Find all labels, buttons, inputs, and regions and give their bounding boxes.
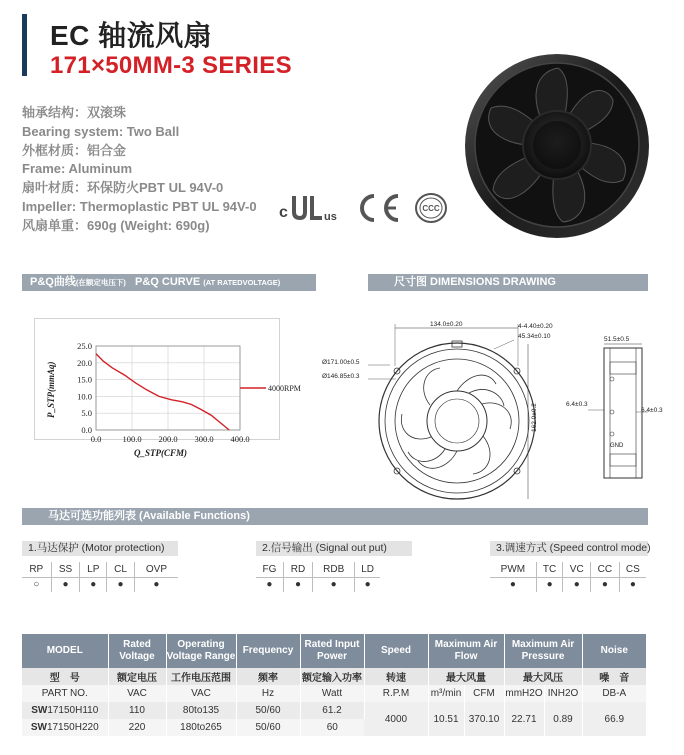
ul-mark-icon <box>279 196 337 223</box>
model-cell <box>22 719 108 736</box>
cn-model: 型 号 <box>22 668 108 685</box>
function-group-motor-protection: 1.马达保护 (Motor protection) <box>22 541 178 556</box>
cn-input-power: 额定输入功率 <box>300 668 364 685</box>
ccc-text: CCC <box>422 204 440 213</box>
cn-operating-range: 工作电压范围 <box>166 668 236 685</box>
fn-val-ld: ● <box>364 579 371 591</box>
pq-chart <box>34 318 301 468</box>
front-view <box>322 321 553 499</box>
th-noise: Noise <box>582 634 646 668</box>
th-speed: Speed <box>364 634 428 668</box>
x-tick-label: 200.0 <box>158 434 178 444</box>
rated-voltage-cell: 110 <box>108 702 166 719</box>
th-rated-voltage: Rated Voltage <box>108 634 166 668</box>
model-cell <box>22 702 108 719</box>
power-cell: 61.2 <box>300 702 364 719</box>
legend-label-4000rpm: 4000RPM <box>268 384 301 393</box>
pressure-inh2o-cell: 0.89 <box>544 702 582 736</box>
model-prefix: SW <box>31 705 48 716</box>
y-tick-label: 10.0 <box>77 391 92 402</box>
range-cell: 180to265 <box>166 719 236 736</box>
cn-rated-voltage: 额定电压 <box>108 668 166 685</box>
fn-val-lp: ● <box>80 577 107 592</box>
th-air-pressure: Maximum Air Pressure <box>504 634 582 668</box>
pressure-mmh2o-cell: 22.71 <box>504 702 544 736</box>
spec-table <box>22 634 646 736</box>
fn-col-rdb: RDB <box>313 562 355 577</box>
fn-val-tc: ● <box>536 577 563 592</box>
fn-col-vc: VC <box>563 562 591 577</box>
function-table-speed-control <box>490 562 646 592</box>
unit-hz: Hz <box>236 685 300 702</box>
spec-bearing-en: Bearing system: Two Ball <box>22 123 180 139</box>
fn-col-tc: TC <box>536 562 563 577</box>
y-tick-label: 0.0 <box>81 425 92 435</box>
speed-cell: 4000 <box>364 702 428 736</box>
model-number: 17150H110 <box>47 705 99 716</box>
airflow-cfm-cell: 370.10 <box>464 702 504 736</box>
ce-mark-icon <box>362 196 398 220</box>
fn-val-vc: ● <box>563 577 591 592</box>
function-table-motor-protection <box>22 562 178 592</box>
fn-val-rd: ● <box>283 577 312 592</box>
unit-vac: VAC <box>108 685 166 702</box>
th-air-flow: Maximum Air Flow <box>428 634 504 668</box>
page-title: EC 轴流风扇 <box>50 20 213 51</box>
cn-air-flow: 最大风量 <box>428 668 504 685</box>
x-tick-label: 400.0 <box>230 434 250 444</box>
spec-list <box>22 104 257 236</box>
pq-title-en-note: (AT RATEDVOLTAGE) <box>203 278 281 287</box>
y-axis-label: P_STP(mmAq) <box>46 361 56 418</box>
dimensions-title: 尺寸图 DIMENSIONS DRAWING <box>394 276 556 288</box>
ccc-mark-icon <box>416 194 446 222</box>
model-prefix: SW <box>30 722 47 733</box>
dim-hole-spacing: 134.0±0.20 <box>430 321 463 328</box>
y-tick-label: 20.0 <box>77 357 92 368</box>
dim-outer-diameter: Ø171.00±0.5 <box>322 359 360 366</box>
fn-col-rd: RD <box>283 562 312 577</box>
gnd-label: GND <box>610 443 624 449</box>
title-accent-bar <box>22 14 27 76</box>
fn-val-pwm: ● <box>490 577 536 592</box>
dim-mount-holes: 4-4.40±0.20 <box>518 323 553 330</box>
functions-title: 马达可选功能列表 (Available Functions) <box>48 510 250 522</box>
section-bar-functions <box>22 508 648 525</box>
dim-flange-left: 6.4±0.3 <box>566 401 588 408</box>
function-group-signal-output: 2.信号输出 (Signal out put) <box>256 541 412 556</box>
series-line-4000rpm <box>96 354 229 430</box>
fn-val-rdb: ● <box>313 577 355 592</box>
pq-title-cn: P&Q曲线 <box>30 276 76 288</box>
function-table-signal-output <box>256 562 380 592</box>
unit-dba: DB-A <box>582 685 646 702</box>
dimensions-drawing <box>318 304 663 484</box>
unit-inh2o: INH2O <box>544 685 582 702</box>
fn-col-ld: LD <box>355 562 380 577</box>
fn-val-cs: ● <box>629 579 636 591</box>
cn-air-pressure: 最大风压 <box>504 668 582 685</box>
rated-voltage-cell: 220 <box>108 719 166 736</box>
section-bar-pq <box>22 274 316 291</box>
power-cell: 60 <box>300 719 364 736</box>
cn-frequency: 频率 <box>236 668 300 685</box>
fn-col-ovp: OVP <box>134 562 178 577</box>
pq-title-en: P&Q CURVE <box>135 276 201 288</box>
th-input-power: Rated Input Power <box>300 634 364 668</box>
x-tick-label: 300.0 <box>194 434 214 444</box>
fn-col-lp: LP <box>80 562 107 577</box>
fn-val-ss: ● <box>51 577 80 592</box>
cn-speed: 转速 <box>364 668 428 685</box>
y-tick-label: 5.0 <box>81 408 92 419</box>
y-tick-label: 25.0 <box>77 341 92 351</box>
fn-val-cc: ● <box>591 577 620 592</box>
fn-col-fg: FG <box>256 562 283 577</box>
fn-val-fg: ● <box>256 577 283 592</box>
x-axis-label: Q_STP(CFM) <box>134 448 188 458</box>
fn-val-cl: ● <box>107 577 135 592</box>
frequency-cell: 50/60 <box>236 719 300 736</box>
th-operating-range: Operating Voltage Range <box>166 634 236 668</box>
fn-val-ovp: ● <box>153 579 160 591</box>
spec-bearing-cn: 轴承结构：双滚珠 <box>22 105 127 120</box>
section-bar-dimensions <box>368 274 648 291</box>
ul-us-letter: us <box>324 211 337 223</box>
function-group-speed-control: 3.调速方式 (Speed control mode) <box>490 541 648 556</box>
certification-marks <box>276 190 448 226</box>
spec-frame-en: Frame: Aluminum <box>22 161 133 177</box>
range-cell: 80to135 <box>166 702 236 719</box>
spec-impeller-cn: 扇叶材质：环保防火PBT UL 94V-0 <box>22 180 224 196</box>
th-frequency: Frequency <box>236 634 300 668</box>
chart-y-ticks <box>77 341 92 435</box>
spec-weight: 风扇单重：690g (Weight: 690g) <box>22 217 210 233</box>
th-model: MODEL <box>22 634 108 668</box>
unit-vac-range: VAC <box>166 685 236 702</box>
side-view <box>566 336 663 478</box>
fn-col-pwm: PWM <box>490 562 536 577</box>
spec-frame-cn: 外框材质：铝合金 <box>22 142 127 158</box>
fn-col-cc: CC <box>591 562 620 577</box>
chart-x-ticks <box>91 434 250 444</box>
dim-height: 162.0±0.2 <box>531 403 538 432</box>
drawing-blades <box>401 368 511 474</box>
fn-col-cl: CL <box>107 562 135 577</box>
pq-title-cn-note: (在额定电压下) <box>75 278 126 287</box>
spec-impeller-en: Impeller: Thermoplastic PBT UL 94V-0 <box>22 198 257 214</box>
y-tick-label: 15.0 <box>77 374 92 385</box>
fn-col-rp: RP <box>22 562 51 577</box>
unit-rpm: R.P.M <box>364 685 428 702</box>
frequency-cell: 50/60 <box>236 702 300 719</box>
dim-flange-right: 6.4±0.3 <box>641 407 663 414</box>
fn-col-ss: SS <box>51 562 80 577</box>
series-title: 171×50MM-3 SERIES <box>50 52 292 79</box>
unit-m3-min: m³/min <box>428 685 464 702</box>
airflow-m3-cell: 10.51 <box>428 702 464 736</box>
unit-part-no: PART NO. <box>22 685 108 702</box>
unit-cfm: CFM <box>464 685 504 702</box>
chart-grid <box>96 346 240 430</box>
dim-depth: 51.5±0.5 <box>604 336 630 343</box>
dim-inner-diameter: Ø146.85±0.3 <box>322 373 360 380</box>
unit-mmh2o: mmH2O <box>504 685 544 702</box>
x-tick-label: 100.0 <box>122 434 142 444</box>
table-row <box>22 702 646 719</box>
x-tick-label: 0.0 <box>90 434 102 444</box>
fn-col-cs: CS <box>619 562 646 577</box>
unit-watt: Watt <box>300 685 364 702</box>
ul-c-letter: c <box>279 204 288 221</box>
cn-noise: 噪 音 <box>582 668 646 685</box>
model-number: 17150H220 <box>46 722 99 733</box>
fan-photo <box>463 50 651 240</box>
dim-offset: 45.34±0.10 <box>518 333 551 340</box>
noise-cell: 66.9 <box>582 702 646 736</box>
fn-val-rp: ○ <box>22 577 51 592</box>
